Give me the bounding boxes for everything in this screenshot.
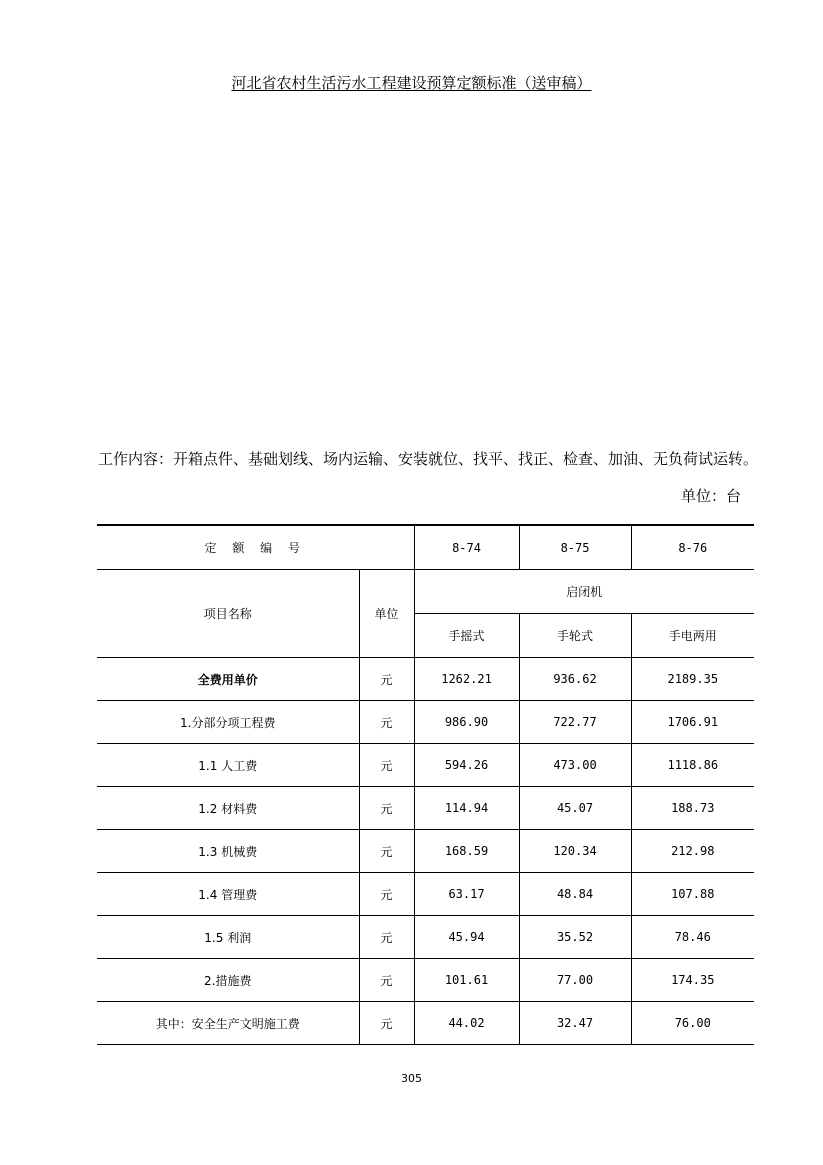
table-row: [97, 873, 754, 916]
row-name: 其中：安全生产文明施工费: [97, 1002, 359, 1045]
row-name: 全费用单价: [97, 658, 359, 701]
row-value: 107.88: [631, 873, 754, 916]
row-value: 120.34: [519, 830, 631, 873]
table-row: [97, 959, 754, 1002]
row-value: 473.00: [519, 744, 631, 787]
subtype-header: 手摇式: [414, 614, 519, 658]
row-value: 594.26: [414, 744, 519, 787]
group-header: 启闭机: [414, 570, 754, 614]
row-value: 1706.91: [631, 701, 754, 744]
row-value: 45.94: [414, 916, 519, 959]
table-row: [97, 830, 754, 873]
subtype-header: 手电两用: [631, 614, 754, 658]
row-value: 35.52: [519, 916, 631, 959]
row-value: 212.98: [631, 830, 754, 873]
row-name: 2.措施费: [97, 959, 359, 1002]
work-content: 工作内容：开箱点件、基础划线、场内运输、安装就位、找平、找正、检查、加油、无负荷试运转。: [98, 450, 759, 468]
row-value: 1262.21: [414, 658, 519, 701]
row-unit: 元: [359, 787, 414, 830]
code-cell: 8-74: [414, 525, 519, 570]
row-value: 101.61: [414, 959, 519, 1002]
row-value: 986.90: [414, 701, 519, 744]
quota-table: [97, 524, 754, 1045]
row-name: 1.1 人工费: [97, 744, 359, 787]
row-name: 1.分部分项工程费: [97, 701, 359, 744]
row-unit: 元: [359, 959, 414, 1002]
row-value: 32.47: [519, 1002, 631, 1045]
row-value: 77.00: [519, 959, 631, 1002]
row-unit: 元: [359, 873, 414, 916]
row-value: 936.62: [519, 658, 631, 701]
row-value: 48.84: [519, 873, 631, 916]
row-value: 63.17: [414, 873, 519, 916]
code-cell: 8-76: [631, 525, 754, 570]
table-row: [97, 701, 754, 744]
header-row-group: [97, 570, 754, 614]
row-value: 44.02: [414, 1002, 519, 1045]
row-value: 78.46: [631, 916, 754, 959]
unit-note: 单位：台: [680, 487, 741, 505]
document-title: [0, 73, 823, 93]
code-row: [97, 525, 754, 570]
row-unit: 元: [359, 744, 414, 787]
row-value: 76.00: [631, 1002, 754, 1045]
row-name: 1.5 利润: [97, 916, 359, 959]
row-value: 1118.86: [631, 744, 754, 787]
row-name: 1.3 机械费: [97, 830, 359, 873]
row-unit: 元: [359, 658, 414, 701]
row-unit: 元: [359, 916, 414, 959]
row-name: 1.2 材料费: [97, 787, 359, 830]
row-value: 722.77: [519, 701, 631, 744]
row-value: 174.35: [631, 959, 754, 1002]
code-label: 定 额 编 号: [204, 541, 306, 555]
code-cell: 8-75: [519, 525, 631, 570]
table-row: [97, 1002, 754, 1045]
table-row: [97, 744, 754, 787]
item-name-header: 项目名称: [97, 570, 359, 658]
table-row: [97, 658, 754, 701]
page-number: 305: [401, 1072, 422, 1085]
row-value: 45.07: [519, 787, 631, 830]
row-value: 168.59: [414, 830, 519, 873]
row-unit: 元: [359, 1002, 414, 1045]
row-value: 188.73: [631, 787, 754, 830]
row-name: 1.4 管理费: [97, 873, 359, 916]
row-unit: 元: [359, 701, 414, 744]
document-title-text: 河北省农村生活污水工程建设预算定额标准（送审稿）: [231, 74, 592, 92]
subtype-header: 手轮式: [519, 614, 631, 658]
table-row: [97, 787, 754, 830]
table-row: [97, 916, 754, 959]
row-unit: 元: [359, 830, 414, 873]
code-label-cell: [97, 525, 414, 570]
row-value: 114.94: [414, 787, 519, 830]
unit-header: 单位: [359, 570, 414, 658]
row-value: 2189.35: [631, 658, 754, 701]
